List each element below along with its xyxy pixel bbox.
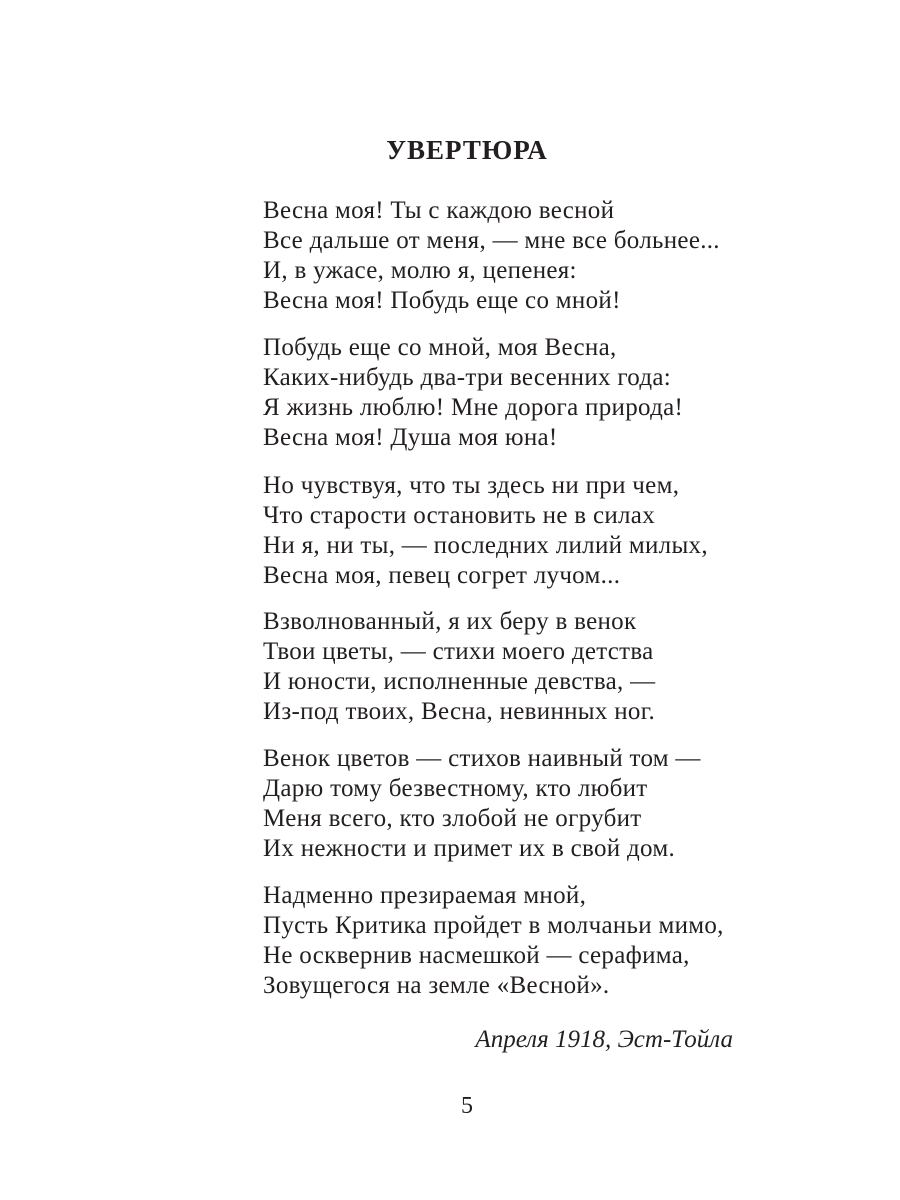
verse-line: Их нежности и примет их в свой дом. [263,835,676,862]
stanza [263,744,701,864]
verse-line: Каких-нибудь два-три весенних года: [263,364,672,391]
verse-line: И юности, исполненные девства, — [263,668,656,695]
verse-line: И, в ужасе, молю я, цепенея: [263,257,577,284]
verse-line: Я жизнь люблю! Мне дорога природа! [263,394,684,421]
verse-line: Весна моя! Побудь еще со мной! [263,287,621,314]
verse-line: Весна моя! Душа моя юна! [263,424,558,451]
stanza [263,881,724,1001]
date-place-signature: Апреля 1918, Эст-Тойла [475,1026,733,1053]
stanza [263,607,655,727]
page-number: 5 [461,1093,473,1119]
verse-line: Все дальше от меня, — мне все больнее... [263,227,720,254]
verse-line: Из-под твоих, Весна, невинных ног. [263,698,656,725]
verse-line: Взволнованный, я их беру в венок [263,608,637,635]
stanza [263,333,683,453]
verse-line: Надменно презираемая мной, [263,882,587,909]
verse-line: Венок цветов — стихов наивный том — [263,745,701,772]
verse-line: Зовущегося на земле «Весной». [263,972,610,999]
verse-line: Ни я, ни ты, — последних лилий милых, [263,532,708,559]
poem-title: УВЕРТЮРА [386,135,548,165]
verse-line: Меня всего, кто злобой не огрубит [263,805,642,832]
verse-line: Весна моя! Ты с каждою весной [263,197,615,224]
verse-line: Не осквернив насмешкой — серафима, [263,942,690,969]
verse-line: Но чувствуя, что ты здесь ни при чем, [263,472,680,499]
stanza [263,471,708,591]
stanza [263,196,720,316]
verse-line: Пусть Критика пройдет в молчаньи мимо, [263,912,724,939]
verse-line: Дарю тому безвестному, кто любит [263,775,648,802]
verse-line: Что старости остановить не в силах [263,502,655,529]
verse-line: Побудь еще со мной, моя Весна, [263,334,617,361]
verse-line: Весна моя, певец согрет лучом... [263,562,621,589]
verse-line: Твои цветы, — стихи моего детства [263,638,654,665]
